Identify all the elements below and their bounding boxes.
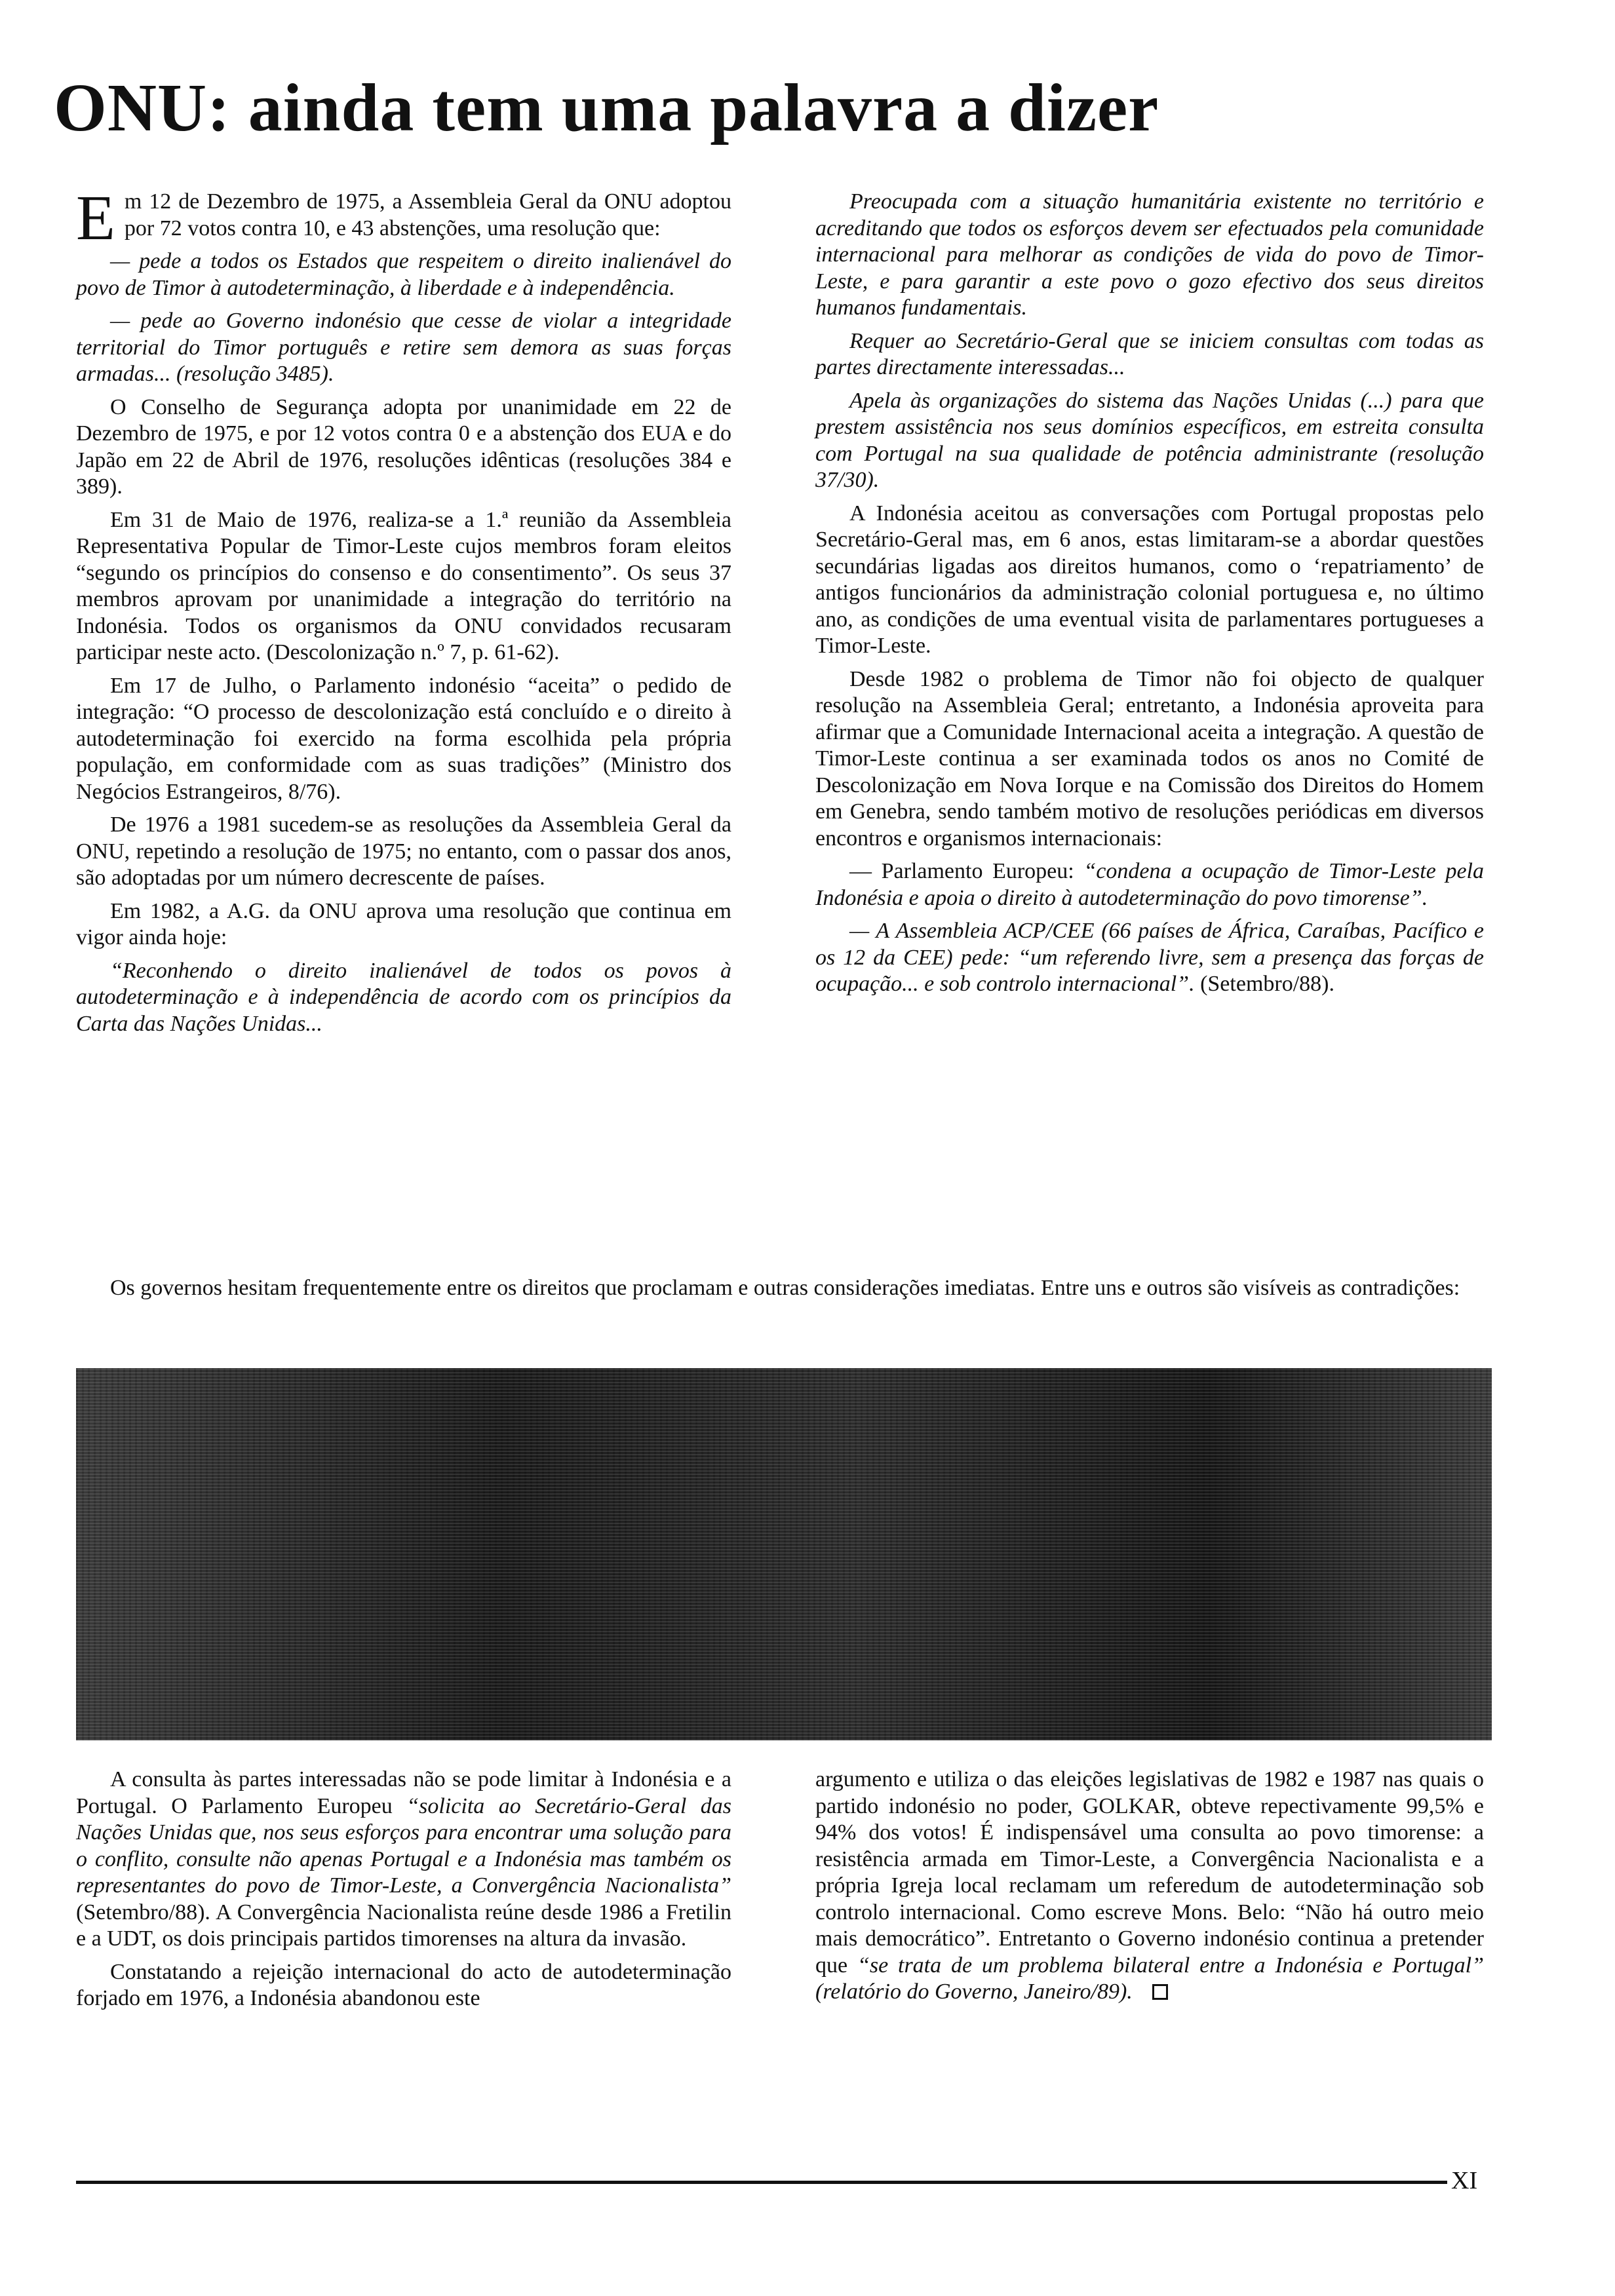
paragraph-conversations: A Indonésia aceitou as conversações com Portugal propostas pelo Secretário-Geral mas, em 6 anos, estas limitaram-se a abordar questões secundárias ligadas aos direitos humanos, como o ‘repatriamento’ de antigos funcionários da administração colonial portuguesa e, no último ano, as condições de uma eventual visita de parlamentares portugueses a Timor-Leste.: [815, 501, 1484, 658]
page-number: XI: [1451, 2167, 1478, 2194]
paragraph-since-1982: Desde 1982 o problema de Timor não foi objecto de qualquer resolução na Assembleia Geral; entretanto, a Indonésia aproveita para afirmar que a Comunidade Internacional aceita a integração. A questão de Timor-Leste continua a ser examinada todos os anos no Comité de Descolonização em Nova Iorque e na Comissão dos Direitos do Homem em Genebra, sendo também motivo de resoluções periódicas em diversos encontros e organismos internacionais:: [815, 666, 1484, 851]
column-top-right: [815, 189, 1484, 1004]
quote-un-system: Apela às organizações do sistema das Nações Unidas (...) para que prestem assistência nos seus domínios específicos, em estreita consulta com Portugal na sua qualidade de potência administrante (resolução 37/30).: [815, 388, 1484, 492]
text-plain: (Setembro/88). A Convergência Nacionalista reúne desde 1986 a Fretilin e a UDT, os dois principais partidos timorenses na altura da invasão.: [76, 1900, 731, 1951]
column-bottom-right: [815, 1767, 1484, 2012]
text-plain: A consulta às partes interessadas não se pode limitar à Indonésia e a Portugal. O Parlamento Europeu: [76, 1767, 731, 1818]
column-top-left: [76, 183, 731, 1044]
bridge-paragraph: Os governos hesitam frequentemente entre os direitos que proclamam e outras considerações imediatas. Entre uns e outros são visíveis as contradições:: [110, 1276, 1460, 1300]
paragraph-text: m 12 de Dezembro de 1975, a Assembleia Geral da ONU adoptou por 72 votos contra 10, e 43 abstenções, uma resolução que:: [124, 189, 731, 240]
paragraph-elections: [815, 1767, 1484, 2006]
paragraph-european-parliament: [815, 858, 1484, 911]
footer-rule: [76, 2181, 1447, 2184]
paragraph-1982-resolution: Em 1982, a A.G. da ONU aprova uma resolução que continua em vigor ainda hoje:: [76, 898, 731, 949]
paragraph-consultation: [76, 1767, 731, 1953]
text-italic: — A Assembleia ACP/CEE (66 países de África, Caraíbas, Pacífico e os 12 da CEE) pede: “um referendo livre, sem a presença das forças de ocupação... e sob controlo internacional”.: [815, 919, 1484, 996]
quote-humanitarian: Preocupada com a situação humanitária existente no território e acreditando que todos os esforços devem ser efectuados pela comunidade internacional para melhorar as condições de vida do povo de Timor-Leste, e para garantir a este povo o gozo efectivo dos seus direitos humanos fundamentais.: [815, 189, 1484, 320]
text-italic: “condena a ocupação de Timor-Leste pela Indonésia e apoia o direito à autodeterminação do povo timorense”.: [815, 859, 1484, 910]
paragraph-parliament-july: Em 17 de Julho, o Parlamento indonésio “aceita” o pedido de integração: “O processo de descolonização está concluído e o direito à autodeterminação foi exercido na forma escolhida pela própria população, em conformidade com as suas tradições” (Ministro dos Negócios Estrangeiros, 8/76).: [76, 673, 731, 804]
quote-secretary-general: Requer ao Secretário-Geral que se iniciem consultas com todas as partes directamente interessadas...: [815, 328, 1484, 379]
text-plain: (Setembro/88).: [1194, 972, 1334, 996]
column-bottom-left: [76, 1767, 731, 2019]
paragraph-intro: [76, 183, 731, 254]
resolution-point-2: — pede ao Governo indonésio que cesse de violar a integridade territorial do Timor português e retire sem demora as suas forças armadas... (resolução 3485).: [76, 309, 731, 386]
text-plain: argumento e utiliza o das eleições legislativas de 1982 e 1987 nas quais o partido indonésio no poder, GOLKAR, obteve repectivamente 99,5% e 94% dos votos! É indispensável uma consulta ao povo timorense: a resistência armada em Timor-Leste, a Convergência Nacionalista e a própria Igreja local reclamam um referedum de autodeterminação sob controlo internacional. Como escreve Mons. Belo: “Não há outro meio mais democrático”. Entretanto o Governo indonésio continua a pretender que: [815, 1767, 1484, 1978]
paragraph-acp-cee: [815, 918, 1484, 998]
paragraph-assembly-1976: Em 31 de Maio de 1976, realiza-se a 1.ª reunião da Assembleia Representativa Popular de Timor-Leste cujos membros foram eleitos “segundo os princípios do consenso e do consentimento”. Os seus 37 membros aprovam por unanimidade a integração do território na Indonésia. Todos os organismos da ONU convidados recusaram participar neste acto. (Descolonização n.º 7, p. 61-62).: [76, 507, 731, 664]
article-title: ONU: ainda tem uma palavra a dizer: [54, 70, 1159, 145]
resolution-point-1: — pede a todos os Estados que respeitem o direito inalienável do povo de Timor à autodeterminação, à liberdade e à independência.: [76, 249, 731, 300]
quote-resolution: “Reconhendo o direito inalienável de todos os povos à autodeterminação e à independência de acordo com os princípios da Carta das Nações Unidas...: [76, 958, 731, 1036]
text-italic: “se trata de um problema bilateral entre a Indonésia e Portugal” (relatório do Governo, Janeiro/89).: [815, 1953, 1485, 2004]
text-plain: — Parlamento Europeu:: [849, 859, 1084, 883]
end-mark-icon: [1152, 1984, 1168, 2000]
text-italic: “solicita ao Secretário-Geral das Nações Unidas que, nos seus esforços para encontrar uma solução para o conflito, consulte não apenas Portugal e a Indonésia mas também os representantes do povo de Timor-Leste, a Convergência Nacionalista”: [76, 1793, 731, 1898]
paragraph-resolutions-1976-1981: De 1976 a 1981 sucedem-se as resoluções da Assembleia Geral da ONU, repetindo a resolução de 1975; no entanto, com o passar dos anos, são adoptadas por um número decrescente de países.: [76, 813, 731, 890]
paragraph-rejection: Constatando a rejeição internacional do acto de autodeterminação forjado em 1976, a Indonésia abandonou este: [76, 1959, 731, 2010]
drop-cap: E: [76, 183, 115, 254]
paragraph-security-council: O Conselho de Segurança adopta por unanimidade em 22 de Dezembro de 1975, e por 12 votos contra 0 e a abstenção dos EUA e do Japão em 22 de Abril de 1976, resoluções idênticas (resoluções 384 e 389).: [76, 394, 731, 499]
scanned-image-block: [76, 1368, 1492, 1740]
